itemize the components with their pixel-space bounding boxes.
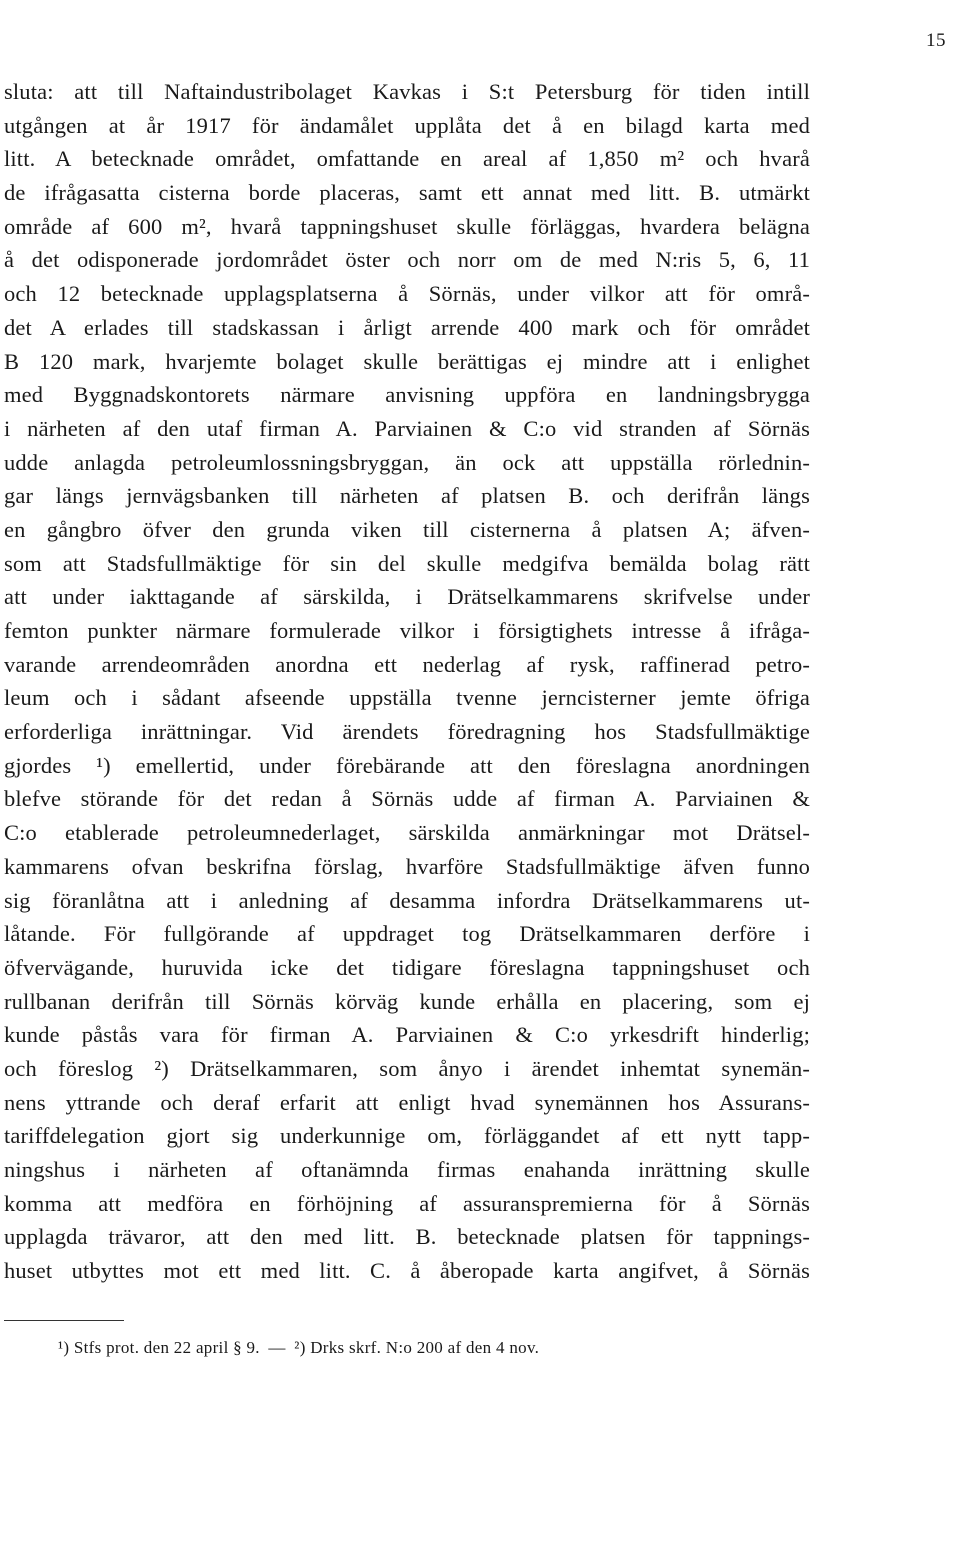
text-line: de ifrågasatta cisterna borde placeras, samt ett annat med litt. B. utmärkt [4,180,810,206]
text-line: leum och i sådant afseende uppställa tvenne jerncisterner jemte öfriga [4,685,810,711]
text-line: blefve störande för det redan å Sörnäs udde af firman A. Parviainen & [4,786,810,812]
text-line: låtande. För fullgörande af uppdraget tog Drätselkammaren derföre i [4,921,810,947]
text-line: femton punkter närmare formulerade vilkor i försigtighets intresse å ifråga- [4,618,810,643]
text-line: litt. A betecknade området, omfattande en areal af 1,850 m² och hvarå [4,146,810,172]
text-line: kammarens ofvan beskrifna förslag, hvarföre Stadsfullmäktige äfven funno [4,853,810,879]
text-line: rullbanan derifrån till Sörnäs körväg kunde erhålla en placering, som ej [4,988,810,1014]
footnote-1: ¹) Stfs prot. den 22 april § 9. [58,1338,260,1357]
text-line: ningshus i närheten af oftanämnda firmas enahanda inrättning skulle [4,1157,810,1182]
footnote-2: ²) Drks skrf. N:o 200 af den 4 nov. [294,1338,540,1357]
text-line: i närheten af den utaf firman A. Parviainen & C:o vid stranden af Sörnäs [4,415,810,441]
text-line: udde anlagda petroleumlossningsbryggan, än ock att uppställa rörlednin- [4,449,810,475]
text-line: utgången at år 1917 för ändamålet upplåta det å en bilagd karta med [4,112,810,138]
text-line: tariffdelegation gjort sig underkunnige om, förläggandet af ett nytt tapp- [4,1123,810,1149]
text-line: varande arrendeområden anordna ett nederlag af rysk, raffinerad petro- [4,651,810,677]
text-line: öfvervägande, huruvida icke det tidigare föreslagna tappningshuset och [4,954,810,980]
text-line: erforderliga inrättningar. Vid ärendets föredragning hos Stadsfullmäktige [4,719,810,745]
text-line: huset utbyttes mot ett med litt. C. å åberopade karta angifvet, å Sörnäs [4,1258,810,1284]
text-line: en gångbro öfver den grunda viken till cisternerna å platsen A; äfven- [4,516,810,542]
text-line: sluta: att till Naftaindustribolaget Kavkas i S:t Petersburg för tiden intill [4,79,810,104]
text-line: B 120 mark, hvarjemte bolaget skulle berättigas ej mindre att i enlighet [4,348,810,374]
body-text [4,75,810,1288]
text-line: komma att medföra en förhöjning af assuranspremierna för å Sörnäs [4,1190,810,1216]
footnote-divider [4,1320,124,1321]
text-line: gar längs jernvägsbanken till närheten af platsen B. och derifrån längs [4,483,810,509]
text-line: C:o etablerade petroleumnederlaget, särskilda anmärkningar mot Drätsel- [4,820,810,846]
text-line: det A erlades till stadskassan i årligt arrende 400 mark och för området [4,314,810,340]
text-line: å det odisponerade jordområdet öster och norr om de med N:ris 5, 6, 11 [4,247,810,273]
text-line: att under iakttagande af särskilda, i Drätselkammarens skrifvelse under [4,584,810,610]
text-line: område af 600 m², hvarå tappningshuset skulle förläggas, hvardera belägna [4,213,810,239]
text-line: gjordes ¹) emellertid, under förebärande att den föreslagna anordningen [4,752,810,778]
footnote-separator: — [268,1338,286,1357]
text-line: som att Stadsfullmäktige för sin del skulle medgifva bemälda bolag rätt [4,550,810,576]
text-line: kunde påstås vara för firman A. Parviainen & C:o yrkesdrift hinderlig; [4,1022,810,1048]
text-line: upplagda trävaror, att den med litt. B. betecknade platsen för tappnings- [4,1224,810,1250]
text-line: med Byggnadskontorets närmare anvisning uppföra en landningsbrygga [4,382,810,408]
text-line: nens yttrande och deraf erfarit att enligt hvad synemännen hos Assurans- [4,1089,810,1115]
text-line: och föreslog ²) Drätselkammaren, som ånyo i ärendet inhemtat synemän- [4,1055,810,1081]
footnotes [58,1338,543,1358]
text-line: sig föranlåtna att i anledning af desamma infordra Drätselkammarens ut- [4,887,810,913]
page-number: 15 [926,30,946,51]
text-line: och 12 betecknade upplagsplatserna å Sörnäs, under vilkor att för områ- [4,281,810,307]
